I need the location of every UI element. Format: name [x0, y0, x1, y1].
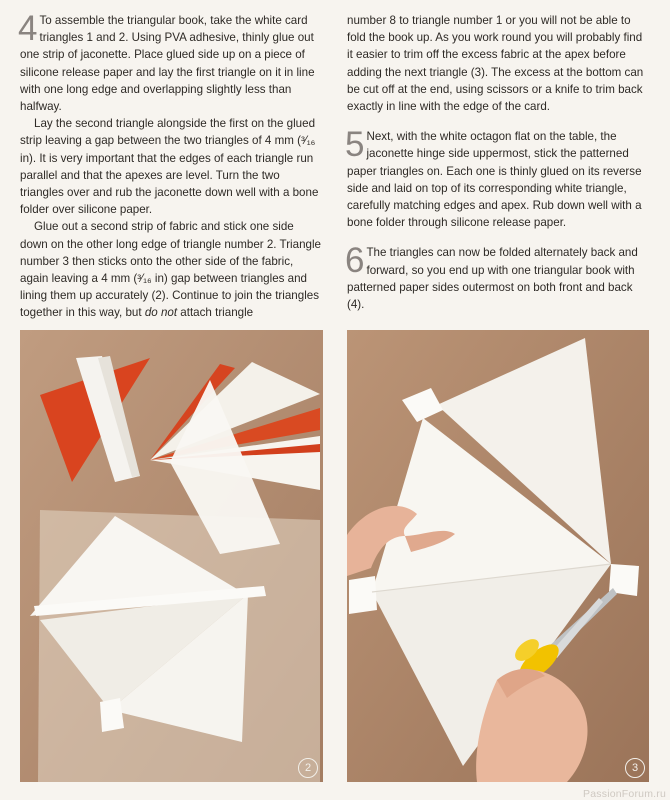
step-4-paragraph-2: Lay the second triangle alongside the first on the glued strip leaving a gap between the two triangles of 4 mm (³⁄₁₆ in). It is very important that the edges of each triangle run parallel and that the apexes are level. Turn the two triangles over and rub the jaconette down well with a bone folder over silicone paper. [20, 117, 319, 217]
photo-2-illustration [20, 330, 323, 782]
step-number-4: 4 [18, 9, 38, 48]
step-number-5: 5 [345, 125, 365, 165]
step-5-text: Next, with the white octagon flat on the table, the jaconette hinge side uppermost, stick the patterned paper triangles on. Each one is thinly glued on its reverse side and laid on top of its corresponding white triangle, carefully matching edges and apex. Rub down well with a bone folder through silicone release paper. [347, 130, 642, 230]
step-number-6: 6 [345, 241, 365, 281]
watermark-text: PassionForum.ru [583, 788, 666, 800]
step-4-emphasis: do not [144, 306, 178, 320]
figure-2-badge: 2 [298, 758, 318, 778]
photo-figure-3 [347, 330, 649, 782]
hinge-strip-left [349, 576, 377, 614]
step-4-text-1: To assemble the triangular book, take the white card triangles 1 and 2. Using PVA adhesive, thinly glue out one strip of jaconette. Place glued side up on a piece of silicone release paper and lay the first triangle on it in line with one long edge and overlapping slightly less than halfway. [20, 14, 315, 114]
photo-3-illustration [347, 330, 649, 782]
step-4-paragraph-continued: number 8 to triangle number 1 or you will not be able to fold the book up. As you work round you will probably find it easier to trim off the excess fabric at the apex before adding the next triangle (3). The excess at the bottom can be cut off at the end, using scissors or a knife to trim back exactly in line with the edge of the card. [347, 14, 644, 114]
step-5-paragraph [345, 125, 647, 231]
step-4-text-3: Glue out a second strip of fabric and stick one side down on the other long edge of triangle number 2. Triangle number 3 then sticks onto the other side of the fabric, again leaving a 4 mm (³⁄₁₆ in) gap between triangles and lining them up accurately (2). Continue to join the triangles together in this way, but [20, 220, 321, 320]
text-column-right [347, 12, 647, 313]
figure-3-badge: 3 [625, 758, 645, 778]
step-4-paragraph-3 [20, 218, 324, 321]
step-4-paragraph-1 [18, 9, 324, 115]
step-4-text-3-end: attach triangle [180, 306, 254, 320]
step-6-paragraph [345, 241, 647, 313]
photo-figure-2 [20, 330, 323, 782]
text-column-left [18, 9, 324, 322]
step-6-text: The triangles can now be folded alternately back and forward, so you end up with one triangular book with patterned paper sides outermost on both front and back (4). [347, 246, 638, 312]
